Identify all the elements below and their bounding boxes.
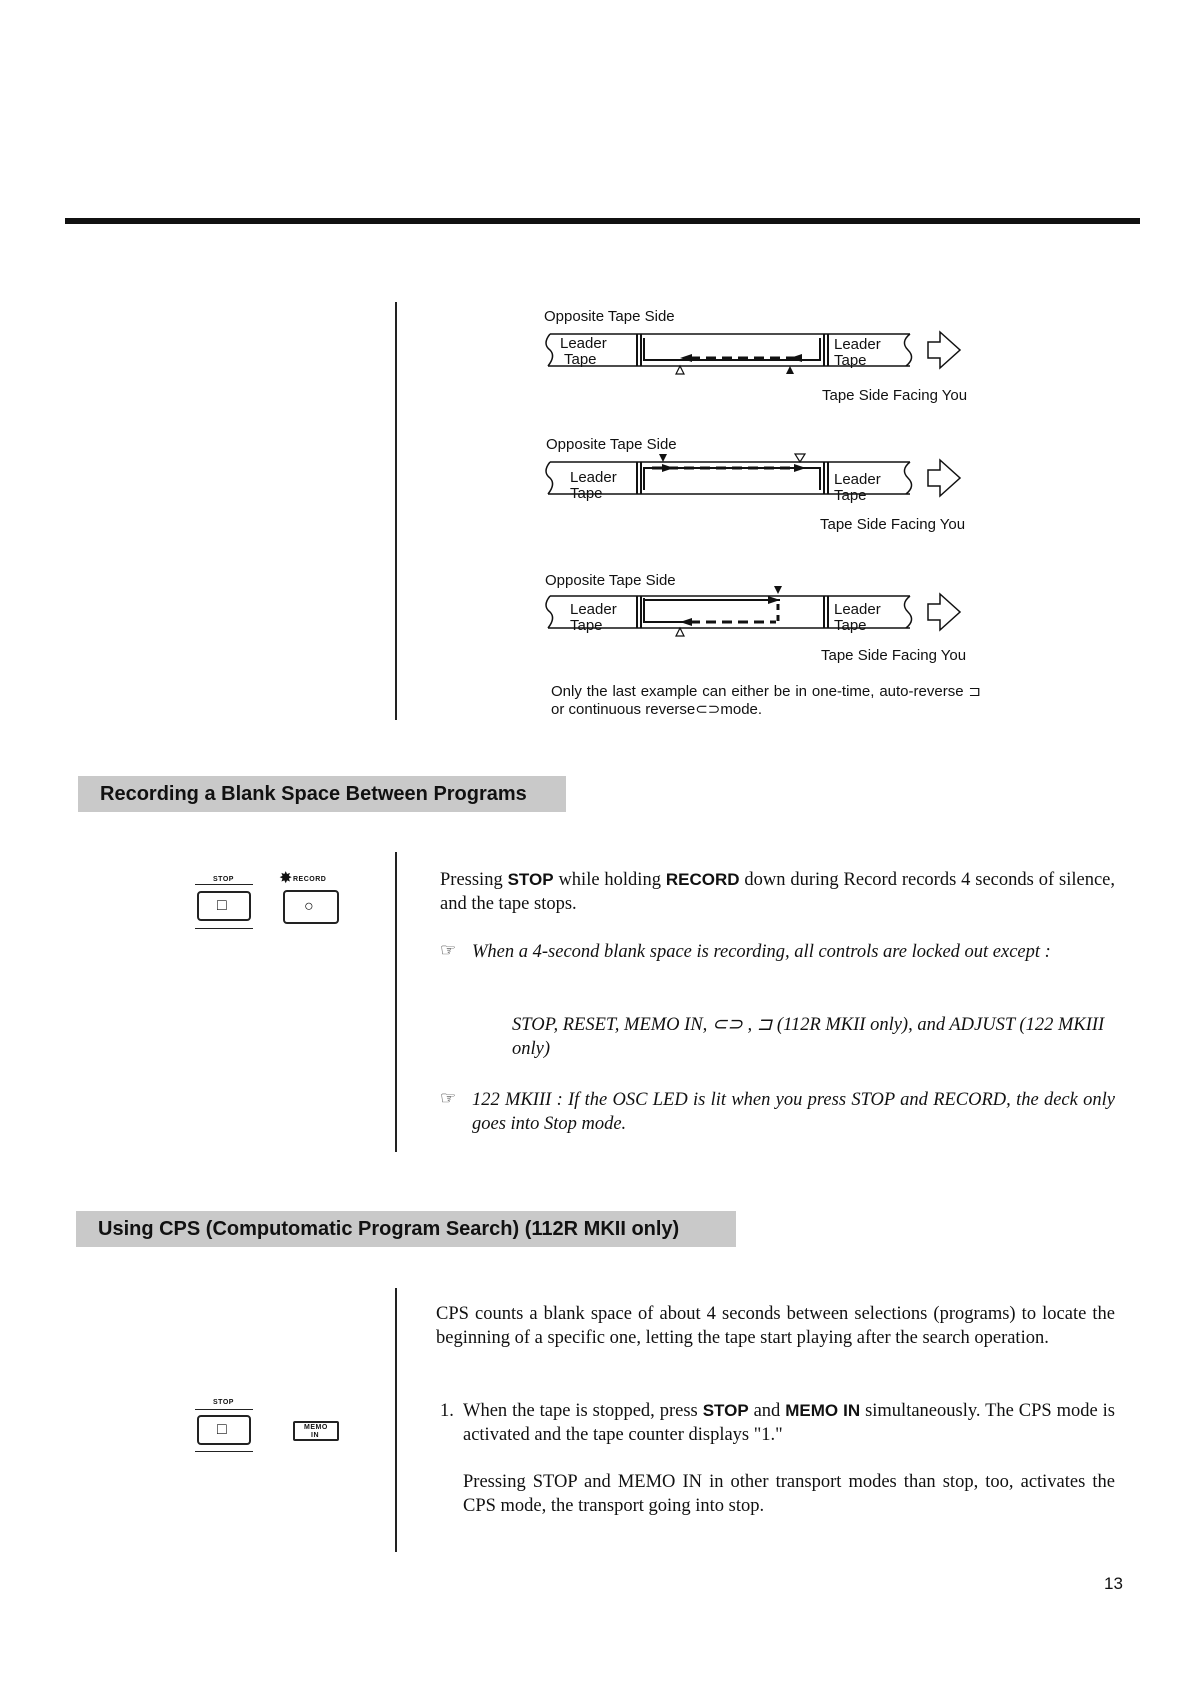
leader-left-label: Leader (570, 601, 617, 618)
section2-step1-extra: Pressing STOP and MEMO IN in other transport modes than stop, too, activates the CPS mode, the transport going into stop. (463, 1472, 1115, 1516)
step1-pre: When the tape is stopped, press (463, 1401, 703, 1421)
memo-label: MEMO (304, 1424, 328, 1431)
step1-post: simultaneously. The CPS mode is activated and the tape counter displays "1." (463, 1401, 1116, 1445)
p1-mid: while holding (553, 870, 666, 890)
tape-right-label: Tape (834, 617, 867, 634)
stop-label: STOP (213, 1399, 234, 1406)
column-rule-top (395, 302, 397, 720)
stop-base-rule (195, 928, 253, 929)
stop-memo-buttons (195, 1395, 355, 1465)
step1-memo-in: MEMO IN (785, 1401, 861, 1420)
stop-label-rule (195, 1409, 253, 1410)
opposite-side-label: Opposite Tape Side (546, 436, 677, 453)
tape-diagram-1 (540, 306, 1010, 416)
record-label: RECORD (293, 876, 327, 883)
note-hand-icon-1: ☞ (440, 940, 457, 960)
tape-diagram-3 (540, 570, 1010, 680)
step1-mid: and (748, 1401, 786, 1421)
tape-right-label: Tape (834, 352, 867, 369)
p1-stop: STOP (507, 870, 554, 889)
leader-right-label: Leader (834, 336, 881, 353)
stop-label: STOP (213, 876, 234, 883)
stop-icon: □ (217, 897, 227, 914)
diagram-note: Only the last example can either be in one-time, auto-reverse ⊐ or continuous reverse⊂⊃mode. (551, 683, 981, 718)
record-circle-icon: ○ (304, 898, 314, 915)
p1-record: RECORD (665, 870, 740, 889)
section1-note1-list: STOP, RESET, MEMO IN, ⊂⊃ , ⊐ (112R MKII only), and ADJUST (122 MKIII only) (512, 1015, 1105, 1059)
section2-step1 (463, 1399, 1115, 1447)
in-label: IN (311, 1432, 319, 1439)
leader-right-label: Leader (834, 601, 881, 618)
leader-right-label: Leader (834, 471, 881, 488)
facing-label: Tape Side Facing You (821, 647, 967, 664)
page-number: 13 (1104, 1574, 1123, 1593)
memo-in-button[interactable] (293, 1421, 339, 1441)
step1-number: 1. (440, 1401, 454, 1421)
tape-diagram-2 (540, 434, 1010, 544)
section1-note2: 122 MKIII : If the OSC LED is lit when you press STOP and RECORD, the deck only goes into Stop mode. (472, 1090, 1115, 1134)
top-rule (65, 218, 1140, 224)
opposite-side-label: Opposite Tape Side (545, 572, 676, 589)
column-rule-middle (395, 852, 397, 1152)
record-button[interactable] (283, 890, 339, 924)
stop-icon: □ (217, 1421, 227, 1438)
facing-label: Tape Side Facing You (820, 516, 966, 533)
section-heading-cps: Using CPS (Computomatic Program Search) (112R MKII only) (76, 1211, 736, 1247)
stop-base-rule (195, 1451, 253, 1452)
record-icon: ✸ (279, 870, 293, 887)
section-heading-blank-space: Recording a Blank Space Between Programs (78, 776, 566, 812)
step1-stop: STOP (702, 1401, 749, 1420)
tape-right-label: Tape (834, 487, 867, 504)
tape-left-label: Tape (570, 617, 603, 634)
section1-paragraph (440, 868, 1115, 916)
column-rule-bottom (395, 1288, 397, 1552)
p1-pre: Pressing (440, 870, 508, 890)
tape-left-label: Tape (564, 351, 597, 368)
stop-button[interactable] (197, 891, 251, 921)
stop-button[interactable] (197, 1415, 251, 1445)
note-hand-icon-2: ☞ (440, 1088, 457, 1108)
p1-post: down during Record records 4 seconds of silence, and the tape stops. (440, 870, 1115, 914)
stop-record-buttons (195, 868, 355, 938)
facing-label: Tape Side Facing You (822, 387, 968, 404)
section2-intro: CPS counts a blank space of about 4 seconds between selections (programs) to locate the beginning of a specific one, letting the tape start playing after the search operation. (436, 1304, 1115, 1348)
stop-label-rule (195, 884, 253, 885)
leader-left-label: Leader (560, 335, 607, 352)
leader-left-label: Leader (570, 469, 617, 486)
section1-note1: When a 4-second blank space is recording, all controls are locked out except : (472, 942, 1051, 962)
opposite-side-label: Opposite Tape Side (544, 308, 675, 325)
tape-left-label: Tape (570, 485, 603, 502)
